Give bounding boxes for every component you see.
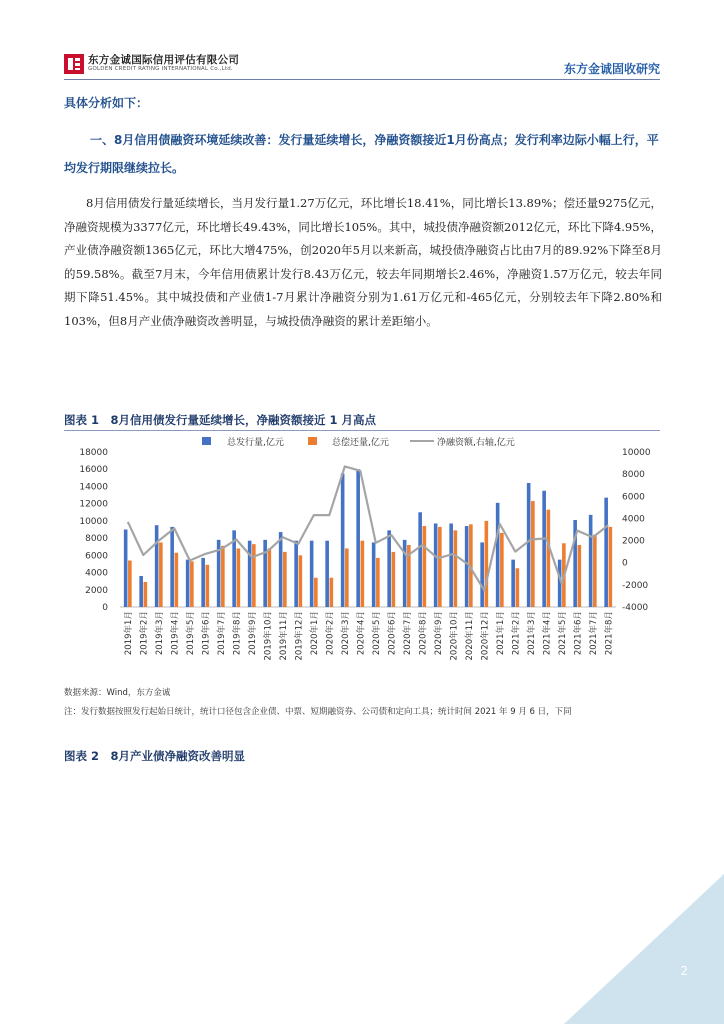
right-axis-tick-label: 8000 — [622, 470, 645, 481]
repay-bar — [531, 501, 535, 607]
issue-bar — [263, 540, 267, 607]
repay-bar — [485, 521, 489, 607]
issue-bar — [356, 469, 360, 607]
x-axis-tick-label: 2020年8月 — [418, 611, 429, 656]
issue-bar — [418, 512, 422, 607]
x-axis-tick-label: 2020年7月 — [402, 611, 413, 656]
issue-bar — [465, 526, 469, 607]
x-axis-tick-label: 2020年9月 — [433, 611, 444, 656]
x-axis-tick-label: 2021年6月 — [573, 611, 584, 656]
section-label: 具体分析如下： — [64, 96, 149, 110]
repay-bar — [578, 545, 582, 607]
issue-bar — [201, 558, 205, 607]
repay-bar — [221, 546, 225, 607]
left-axis-tick-label: 8000 — [85, 534, 108, 545]
repay-bar — [345, 548, 349, 607]
header-title: 东方金诚固收研究 — [563, 62, 660, 76]
left-axis-tick-label: 2000 — [85, 585, 108, 596]
issue-bar — [186, 560, 190, 607]
legend-label-issue: 总发行量,亿元 — [227, 438, 284, 448]
issue-bar — [434, 523, 438, 607]
repay-bar — [299, 555, 303, 607]
repay-bar — [314, 578, 318, 607]
issue-bar — [139, 576, 143, 607]
issue-bar — [294, 541, 298, 607]
x-axis-tick-label: 2020年4月 — [356, 611, 367, 656]
right-axis-tick-label: 0 — [622, 558, 628, 569]
x-axis-tick-label: 2020年3月 — [340, 611, 351, 656]
issue-bar — [279, 532, 283, 607]
repay-bar — [516, 568, 520, 607]
legend-swatch-repay — [308, 437, 317, 445]
company-name-cn: 东方金诚国际信用评估有限公司 — [88, 54, 240, 66]
x-axis-tick-label: 2021年5月 — [557, 611, 568, 656]
legend-label-net: 净融资额,右轴,亿元 — [437, 438, 515, 448]
x-axis-tick-label: 2021年2月 — [511, 611, 522, 656]
right-axis-tick-label: -2000 — [622, 580, 649, 591]
issue-bar — [480, 542, 484, 607]
x-axis-tick-label: 2020年10月 — [449, 611, 460, 661]
left-axis-tick-label: 12000 — [79, 499, 108, 510]
repay-bar — [175, 553, 179, 607]
repay-bar — [237, 548, 241, 607]
repay-bar — [547, 510, 551, 607]
chart-legend — [202, 436, 515, 448]
x-axis-tick-label: 2019年10月 — [263, 611, 274, 661]
issue-bar — [496, 503, 500, 607]
repay-bar — [330, 578, 334, 607]
left-axis-tick-label: 6000 — [85, 551, 108, 562]
repay-bar — [144, 582, 148, 607]
x-axis-tick-label: 2020年12月 — [480, 611, 491, 661]
x-axis-tick-label: 2021年8月 — [604, 611, 615, 656]
figure2-title: 图表 2 8月产业债净融资改善明显 — [64, 749, 246, 763]
issue-bar — [449, 523, 453, 607]
issue-bar — [604, 498, 608, 607]
left-axis-tick-label: 4000 — [85, 568, 108, 579]
right-axis-tick-label: -4000 — [622, 603, 649, 613]
right-axis-tick-label: 2000 — [622, 536, 645, 547]
x-axis-tick-label: 2019年11月 — [278, 611, 289, 661]
right-axis-tick-label: 10000 — [622, 448, 651, 458]
page-header — [64, 48, 660, 78]
x-axis-tick-label: 2019年1月 — [123, 611, 134, 656]
repay-bar — [454, 530, 458, 607]
left-axis-tick-label: 18000 — [79, 448, 108, 458]
x-axis-tick-label: 2019年6月 — [201, 611, 212, 656]
repay-bar — [392, 552, 396, 607]
repay-bar — [190, 561, 194, 607]
issue-bar — [542, 491, 546, 607]
repay-bar — [438, 527, 442, 607]
figure1-title-divider — [64, 430, 660, 431]
repay-bar — [268, 548, 272, 607]
x-axis-tick-label: 2020年11月 — [464, 611, 475, 661]
repay-bar — [283, 552, 287, 607]
figure1-chart — [64, 432, 660, 682]
x-axis-tick-label: 2020年5月 — [371, 611, 382, 656]
page-number: 2 — [680, 964, 688, 978]
x-axis-tick-label: 2019年5月 — [185, 611, 196, 656]
repay-bar — [159, 542, 163, 607]
body-paragraph: 8月信用债发行量延续增长，当月发行量1.27万亿元，环比增长18.41%，同比增长13.89%；偿还量9275亿元，净融资规模为3377亿元，环比增长49.43%，同比增长105%。其中，城投债净融资额2012亿元，环比下降4.95%，产业债净融资额1365亿元，环比大增475%，创2020年5月以来新高，城投债净融资占比由7月的89.92%下降至8月的59.58%。截至7月末，今年信用债累计发行8.43万亿元，较去年同期增长2.46%，净融资1.57万亿元，较去年同期下降51.45%。其中城投债和产业债1-7月累计净融资分别为1.61万亿元和-465亿元，分别较去年下降2.80%和103%，但8月产业债净融资改善明显，与城投债净融资的累计差距缩小。 — [64, 196, 662, 328]
repay-bar — [593, 535, 597, 607]
x-axis-tick-label: 2020年1月 — [309, 611, 320, 656]
repay-bar — [376, 558, 380, 607]
x-axis-tick-label: 2019年9月 — [247, 611, 258, 656]
left-axis-tick-label: 10000 — [79, 516, 108, 527]
x-axis-tick-label: 2020年6月 — [387, 611, 398, 656]
repay-bar — [500, 533, 504, 607]
x-axis-tick-label: 2019年3月 — [154, 611, 165, 656]
figure1-source: 数据来源：Wind，东方金诚 — [64, 688, 171, 698]
repay-bar — [361, 541, 365, 607]
issue-bar — [527, 483, 531, 607]
legend-label-repay: 总偿还量,亿元 — [332, 438, 389, 448]
company-name-en: GOLDEN CREDIT RATING INTERNATIONAL Co.,Ltd. — [88, 66, 233, 72]
right-axis-tick-label: 4000 — [622, 514, 645, 525]
issue-bar — [124, 530, 128, 608]
left-axis-tick-label: 16000 — [79, 465, 108, 476]
legend-swatch-issue — [202, 437, 211, 445]
repay-bar — [252, 544, 256, 607]
x-axis-tick-label: 2019年2月 — [139, 611, 150, 656]
issue-bar — [155, 525, 159, 607]
x-axis-tick-label: 2019年12月 — [294, 611, 305, 661]
x-axis-tick-label: 2020年2月 — [325, 611, 336, 656]
figure1-note: 注：发行数据按照发行起始日统计，统计口径包含企业债、中票、短期融资券、公司债和定向工具；统计时间 2021 年 9 月 6 日，下同 — [64, 707, 572, 717]
x-axis-tick-label: 2021年4月 — [542, 611, 553, 656]
issue-bar — [310, 541, 314, 607]
company-logo-icon — [64, 54, 84, 74]
issue-bar — [170, 527, 174, 607]
x-axis-tick-label: 2021年1月 — [495, 611, 506, 656]
issue-bar — [341, 474, 345, 607]
left-axis-tick-label: 14000 — [79, 482, 108, 493]
x-axis-tick-label: 2021年7月 — [588, 611, 599, 656]
issue-bar — [511, 560, 515, 607]
left-axis-tick-label: 0 — [102, 603, 108, 613]
issue-bar — [372, 542, 376, 607]
repay-bar — [423, 526, 427, 607]
header-divider — [64, 79, 660, 80]
repay-bar — [609, 527, 613, 607]
repay-bar — [128, 561, 132, 608]
x-axis-tick-label: 2019年4月 — [170, 611, 181, 656]
figure1-title: 图表 1 8月信用债发行量延续增长，净融资额接近 1 月高点 — [64, 413, 377, 427]
x-axis-tick-label: 2019年8月 — [232, 611, 243, 656]
issue-bar — [248, 541, 252, 607]
page-corner-decoration — [554, 874, 724, 1024]
section-headline: 一、8月信用债融资环境延续改善：发行量延续增长，净融资额接近1月份高点；发行利率边际小幅上行，平均发行期限继续拉长。 — [64, 133, 659, 175]
right-axis-tick-label: 6000 — [622, 492, 645, 503]
x-axis-tick-label: 2021年3月 — [526, 611, 537, 656]
issue-bar — [325, 541, 329, 607]
issue-bar — [589, 515, 593, 607]
repay-bar — [206, 565, 210, 607]
x-axis-tick-label: 2019年7月 — [216, 611, 227, 656]
net-financing-line — [128, 466, 609, 590]
issue-bar — [387, 530, 391, 607]
